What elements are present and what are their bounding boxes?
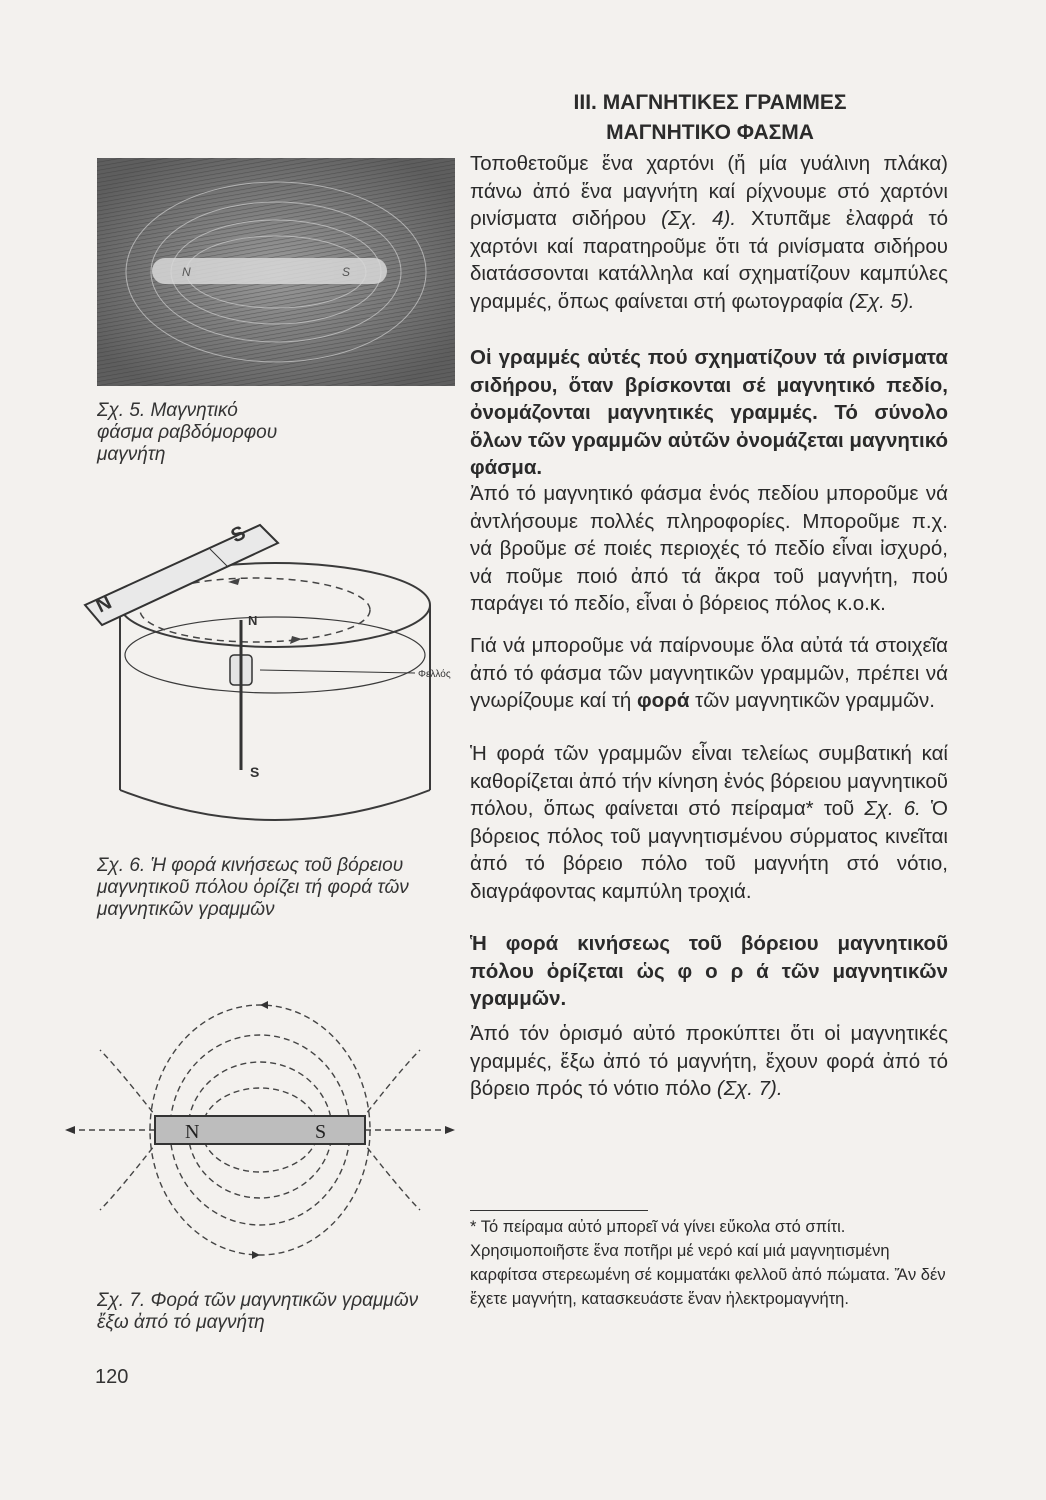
fig5-label-n: N [182,265,191,279]
fig6-cork-label: Φελλός [418,669,451,680]
footnote-rule [470,1210,648,1211]
p6-text-b: τῶν μαγνητικῶν γραμμῶν. [470,959,948,1010]
p5-text-b: Ὁ βόρειος πόλος τοῦ μαγνητισμένου σύρματος κινεῖται ἀπό τό βόρειο πόλο τοῦ μαγνήτη στό νότιο, διαγράφοντας καμπύλη τροχιά. [470,797,948,903]
p6-spaced: φ ο ρ ά [677,959,769,983]
cork-and-pin-shape [230,620,252,770]
p7-ref: (Σχ. 7). [716,1077,783,1100]
paragraph-3: Ἀπό τό μαγνητικό φάσμα ἑνός πεδίου μποροῦμε νά ἀντλήσουμε πολλές πληροφορίες. Μποροῦμε π.χ. νά βροῦμε σέ ποιές περιοχές τό πεδίο εἶναι ἰσχυρό, νά ποῦμε ποιό ἀπό τά ἄκρα τοῦ μαγνήτη, πού παράγει τό πεδίο, εἶναι ὁ βόρειος πόλος κ.ο.κ. [470,482,948,615]
figure-5-iron-filings [97,158,455,386]
paragraph-4 [470,632,948,715]
fig5-label-s: S [342,265,351,279]
p6-text-a: Ἡ φορά κινήσεως τοῦ βόρειου μαγνητικοῦ πόλου ὁρίζεται ὡς [470,932,948,983]
p1-text-a: Τοποθετοῦμε ἕνα χαρτόνι (ἤ μία γυάλινη πλάκα) πάνω ἀπό ἕνα μαγνήτη καί ρίχνουμε στό χαρτόνι ρινίσματα σιδήρου [470,152,948,230]
p1-ref-b: (Σχ. 5). [848,289,915,313]
figure-7-caption: Σχ. 7. Φορά τῶν μαγνητικῶν γραμμῶν ἔξω ἀπό τό μαγνήτη [97,1290,419,1333]
p1-ref-a: (Σχ. 4). [661,207,737,230]
fig7-label-s: S [315,1121,327,1143]
paragraph-6-definition [470,930,948,1013]
fig6-bar-label-n: N [92,591,116,618]
p4-text-b: τῶν μαγνητικῶν γραμμῶν. [689,689,935,712]
figure-6-glass-experiment [80,505,465,850]
p4-text-a: Γιά νά μποροῦμε νά παίρνουμε ὅλα αὐτά τά στοιχεῖα ἀπό τό φάσμα τῶν μαγνητικῶν γραμμῶν, πρέπει νά γνωρίζουμε καί τή [470,634,948,712]
section-heading-line1: III. ΜΑΓΝΗΤΙΚΕΣ ΓΡΑΜΜΕΣ [573,91,847,114]
page-number: 120 [95,1366,129,1388]
figure-6-caption: Σχ. 6. Ἡ φορά κινήσεως τοῦ βόρειου μαγνητικοῦ πόλου ὁρίζει τή φορά τῶν μαγνητικῶν γραμμῶν [97,855,409,920]
section-heading [470,88,950,148]
fig6-bar-label-s: S [227,521,250,548]
p5-ref: Σχ. 6. [864,797,921,820]
figure-5-caption: Σχ. 5. Μαγνητικό φάσμα ραβδόμορφου μαγνήτη [97,400,278,465]
fig6-pin-label-n: N [248,613,258,628]
paragraph-7 [470,1020,948,1103]
p1-text-b: Χτυπᾶμε ἐλαφρά τό χαρτόνι καί παρατηροῦμε ὅτι τά ρινίσματα σιδήρου διατάσσονται κατάλληλα καί σχηματίζουν καμπύλες γραμμές, ὅπως φαίνεται στή φωτογραφία [470,207,949,313]
fig6-pin-label-s: S [250,764,260,780]
paragraph-2-definition: Οἱ γραμμές αὐτές πού σχηματίζουν τά ρινίσματα σιδήρου, ὅταν βρίσκονται σέ μαγνητικό πεδίο, ὀνομάζονται μαγνητικές γραμμές. Τό σύνολο ὅλων τῶν γραμμῶν αὐτῶν ὀνομάζεται μαγνητικό φάσμα. [470,346,948,479]
footnote: * Τό πείραμα αὐτό μπορεῖ νά γίνει εὔκολα στό σπίτι. Χρησιμοποιῆστε ἕνα ποτῆρι μέ νερό καί μιά μαγνητισμένη καρφίτσα στερεωμένη σέ κομματάκι φελλοῦ ἀπό πώματα. Ἄν δέν ἔχετε μαγνήτη, κατασκευάστε ἕναν ἠλεκτρομαγνήτη. [470,1218,946,1308]
figure-7-field-lines [60,980,460,1285]
fig7-label-n: N [185,1121,200,1143]
p7-text-a: Ἀπό τόν ὁρισμό αὐτό προκύπτει ὅτι οἱ μαγνητικές γραμμές, ἔξω ἀπό τό μαγνήτη, ἔχουν φορά ἀπό τό βόρειο πρός τό νότιο πόλο [470,1022,948,1100]
section-heading-line2: ΜΑΓΝΗΤΙΚΟ ΦΑΣΜΑ [606,121,814,144]
p5-text-a: Ἡ φορά τῶν γραμμῶν εἶναι τελείως συμβατική καί καθορίζεται ἀπό τήν κίνηση ἑνός βόρειου μαγνητικοῦ πόλου, ὅπως φαίνεται στό πείραμα* τοῦ [470,742,948,820]
paragraph-5 [470,740,948,905]
paragraph-1 [470,150,948,315]
p4-bold: φορά [636,689,690,712]
